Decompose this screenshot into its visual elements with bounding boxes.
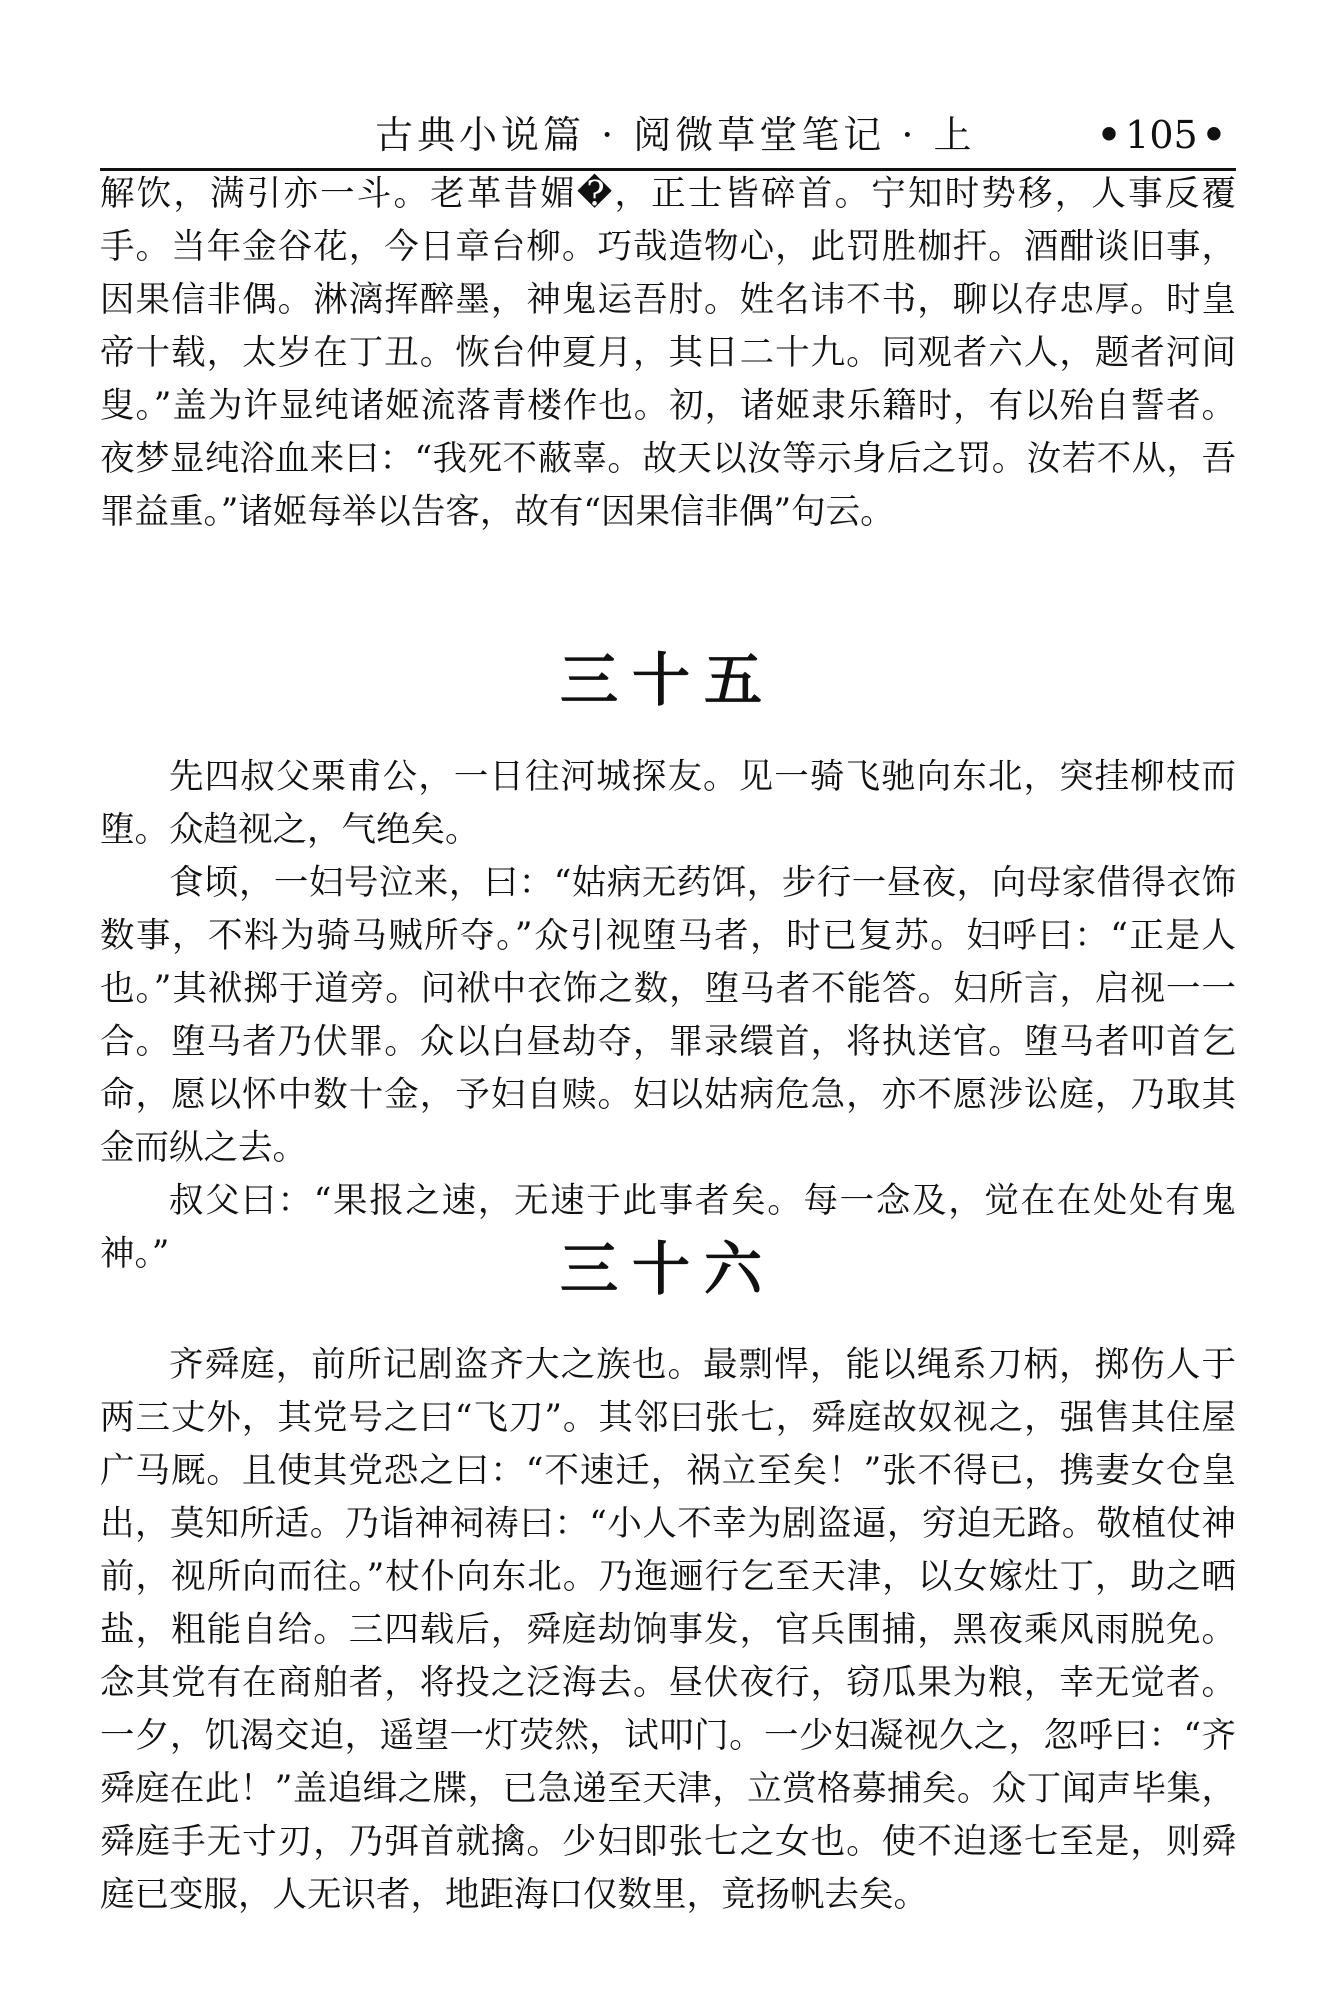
section-35-body	[100, 751, 1236, 1281]
page-number-bullet-left: •	[1096, 112, 1122, 157]
page-number	[1093, 110, 1230, 160]
section-35-paragraph: 食顷，一妇号泣来，曰：“姑病无药饵，步行一昼夜，向母家借得衣饰数事，不料为骑马贼所夺。”众引视堕马者，时已复苏。妇呼曰：“正是人也。”其袱掷于道旁。问袱中衣饰之数，堕马者不能答。妇所言，启视一一合。堕马者乃伏罪。众以白昼劫夺，罪录缳首，将执送官。堕马者叩首乞命，愿以怀中数十金，予妇自赎。妇以姑病危急，亦不愿涉讼庭，乃取其金而纵之去。	[100, 863, 1236, 1168]
section-title-36: 三十六	[559, 1235, 776, 1303]
section-title-35: 三十五	[559, 646, 776, 714]
continuation-paragraph: 解饮，满引亦一斗。老革昔媚�，正士皆碎首。宁知时势移，人事反覆手。当年金谷花，今日章台柳。巧哉造物心，此罚胜枷扞。酒酣谈旧事，因果信非偶。淋漓挥醉墨，神鬼运吾肘。姓名讳不书，聊以存忠厚。时皇帝十载，太岁在丁丑。恢台仲夏月，其日二十九。同观者六人，题者河间叟。”盖为许显纯诸姬流落青楼作也。初，诸姬隶乐籍时，有以殆自誓者。夜梦显纯浴血来曰：“我死不蔽辜。故天以汝等示身后之罚。汝若不从，吾罪益重。”诸姬每举以告客，故有“因果信非偶”句云。	[100, 174, 1236, 532]
page-number-bullet-right: •	[1201, 112, 1226, 157]
section-36-paragraph: 齐舜庭，前所记剧盗齐大之族也。最剽悍，能以绳系刀柄，掷伤人于两三丈外，其党号之曰“飞刀”。其邻曰张七，舜庭故奴视之，强售其住屋广马厩。且使其党恐之曰：“不速迁，祸立至矣！”张不得已，携妻女仓皇出，莫知所适。乃诣神祠祷曰：“小人不幸为剧盗逼，穷迫无路。敬植仗神前，视所向而往。”杖仆向东北。乃迤逦行乞至天津，以女嫁灶丁，助之晒盐，粗能自给。三四载后，舜庭劫饷事发，官兵围捕，黑夜乘风雨脱免。念其党有在商舶者，将投之泛海去。昼伏夜行，窃瓜果为粮，幸无觉者。一夕，饥渴交迫，遥望一灯荧然，试叩门。一少妇凝视久之，忽呼曰：“齐舜庭在此！”盖追缉之牒，已急递至天津，立赏格募捕矣。众丁闻声毕集，舜庭手无寸刃，乃弭首就擒。少妇即张七之女也。使不迫逐七至是，则舜庭已变服，人无识者，地距海口仅数里，竟扬帆去矣。	[100, 1345, 1236, 1915]
continuation-block	[100, 168, 1236, 539]
running-header	[100, 110, 1236, 171]
section-36-body	[100, 1339, 1236, 1922]
section-35-paragraph: 叔父曰：“果报之速，无速于此事者矣。每一念及，觉在在处处有鬼神。”	[100, 1181, 1236, 1274]
page-number-value: 105	[1125, 113, 1198, 157]
section-35-paragraph: 先四叔父栗甫公，一日往河城探友。见一骑飞驰向东北，突挂柳枝而堕。众趋视之，气绝矣。	[100, 757, 1236, 850]
running-title: 古典小说篇 · 阅微草堂笔记 · 上	[375, 113, 976, 157]
